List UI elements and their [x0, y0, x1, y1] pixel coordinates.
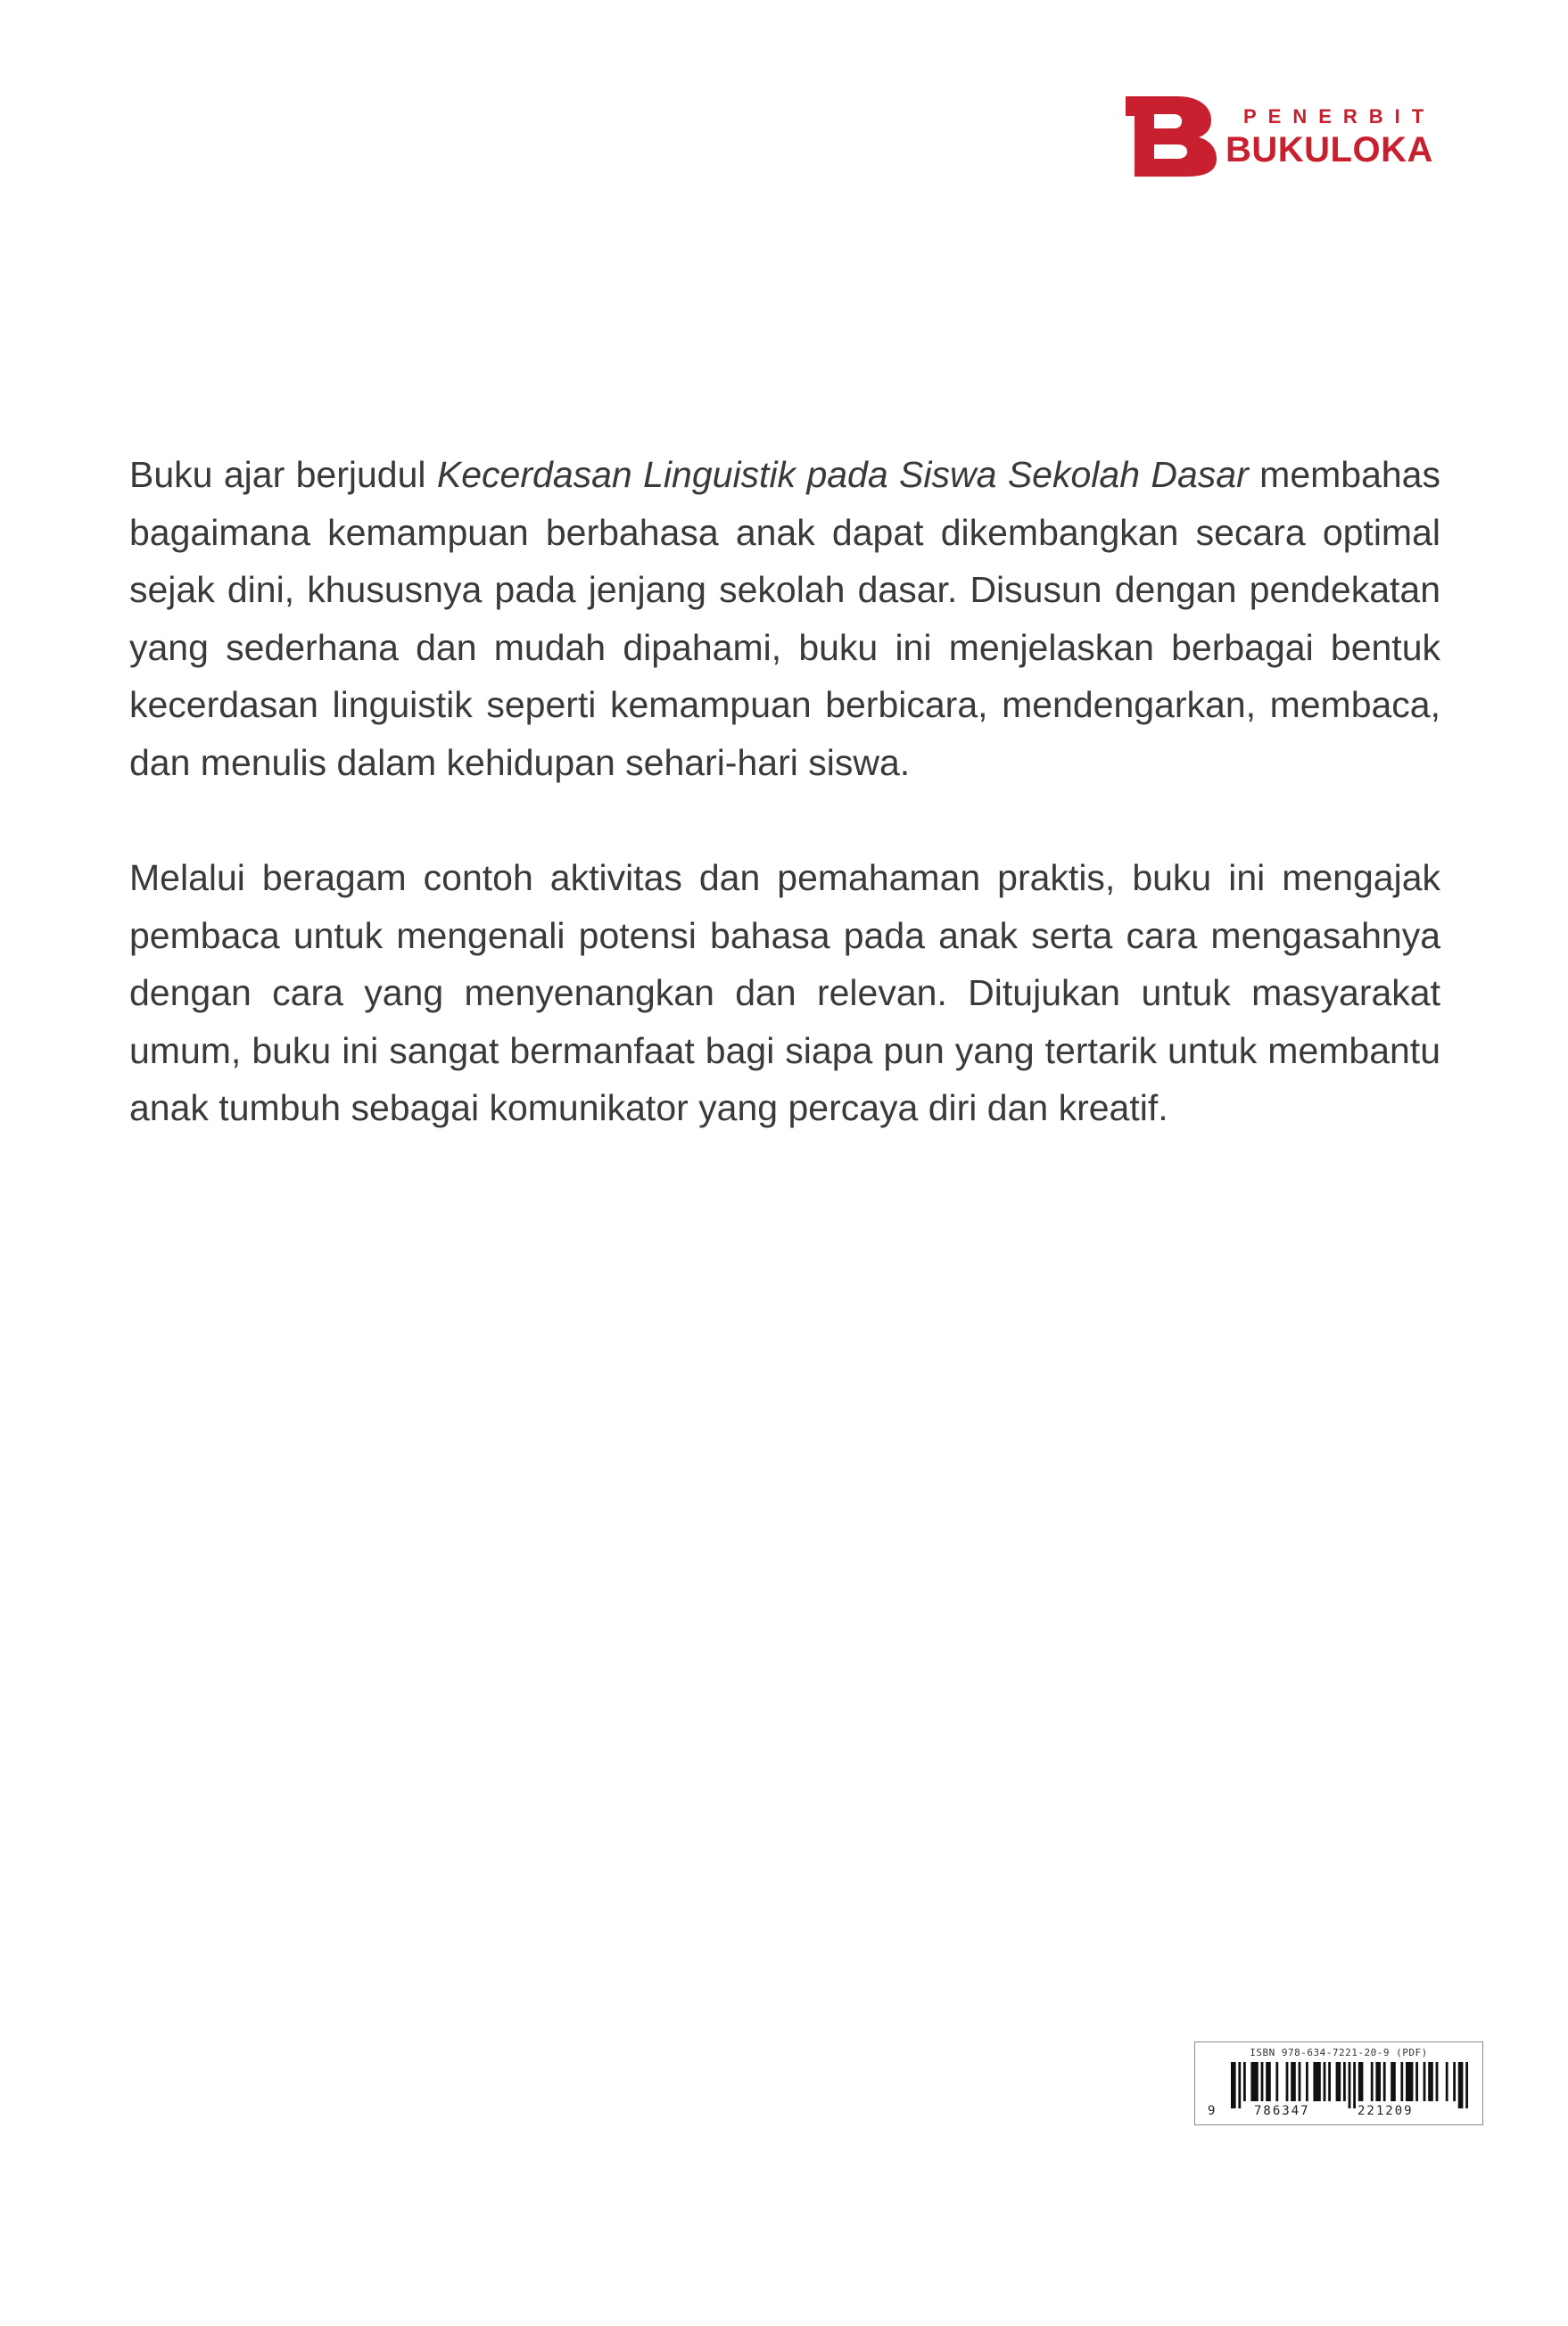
isbn-label: ISBN 978-634-7221-20-9 (PDF)	[1250, 2047, 1428, 2058]
isbn-barcode	[1194, 2041, 1483, 2125]
barcode-left-digits: 786347	[1254, 2104, 1310, 2118]
barcode-bar	[1343, 2062, 1346, 2101]
barcode-bar	[1353, 2062, 1356, 2108]
barcode-bar	[1400, 2062, 1403, 2101]
publisher-logo	[1122, 96, 1443, 177]
barcode-bar	[1458, 2062, 1464, 2108]
blurb-p1-lead: Buku ajar berjudul	[129, 454, 437, 495]
barcode-bar	[1358, 2062, 1364, 2101]
blurb-paragraph-1	[129, 446, 1440, 791]
barcode-bar	[1383, 2062, 1386, 2101]
barcode-bar	[1250, 2062, 1258, 2101]
blurb-p1-rest: membahas bagaimana kemampuan berbahasa anak dapat dikembangkan secara optimal sejak dini, khususnya pada jenjang sekolah dasar. Disusun dengan pendekatan yang sederhana dan mudah dipahami, buku ini menjelaskan berbagai bentuk kecerdasan linguistik seperti kemampuan berbicara, mendengarkan, membaca, dan menulis dalam kehidupan sehari-hari siswa.	[129, 454, 1440, 783]
barcode-bar	[1328, 2062, 1331, 2101]
publisher-name: BUKULOKA	[1226, 130, 1433, 169]
barcode-bar	[1266, 2062, 1271, 2101]
barcode-bars	[1231, 2062, 1468, 2108]
publisher-label-small: PENERBIT	[1243, 105, 1436, 128]
barcode-bar	[1243, 2062, 1246, 2101]
barcode-bar	[1391, 2062, 1396, 2101]
barcode-bar	[1375, 2062, 1381, 2101]
barcode-bar	[1349, 2062, 1351, 2108]
barcode-bar	[1306, 2062, 1308, 2101]
barcode-bar	[1371, 2062, 1374, 2101]
book-title: Kecerdasan Linguistik pada Siswa Sekolah Dasar	[436, 454, 1249, 495]
barcode-bar	[1436, 2062, 1439, 2101]
logo-b-mark	[1122, 96, 1218, 177]
barcode-bar	[1324, 2062, 1326, 2101]
barcode-bar	[1313, 2062, 1320, 2101]
barcode-bar	[1238, 2062, 1241, 2108]
barcode-bar	[1428, 2062, 1433, 2101]
barcode-bar	[1275, 2062, 1278, 2101]
barcode-bar	[1286, 2062, 1289, 2101]
barcode-bar	[1424, 2062, 1426, 2101]
barcode-bar	[1406, 2062, 1413, 2101]
blurb-paragraph-2: Melalui beragam contoh aktivitas dan pemahaman praktis, buku ini mengajak pembaca untuk mengenali potensi bahasa pada anak serta cara mengasahnya dengan cara yang menyenangkan dan relevan. Ditujukan untuk masyarakat umum, buku ini sangat bermanfaat bagi siapa pun yang tertarik untuk membantu anak tumbuh sebagai komunikator yang percaya diri dan kreatif.	[129, 857, 1440, 1128]
barcode-first-digit: 9	[1208, 2104, 1216, 2118]
barcode-bar	[1231, 2062, 1236, 2108]
barcode-bar	[1415, 2062, 1418, 2101]
barcode-bar	[1299, 2062, 1301, 2101]
book-blurb	[129, 446, 1440, 1195]
barcode-bar	[1261, 2062, 1264, 2101]
barcode-bar	[1446, 2062, 1448, 2101]
barcode-bar	[1336, 2062, 1341, 2101]
barcode-bar	[1453, 2062, 1456, 2101]
barcode-right-digits: 221209	[1358, 2104, 1414, 2118]
barcode-bar	[1291, 2062, 1296, 2101]
barcode-bar	[1465, 2062, 1468, 2108]
